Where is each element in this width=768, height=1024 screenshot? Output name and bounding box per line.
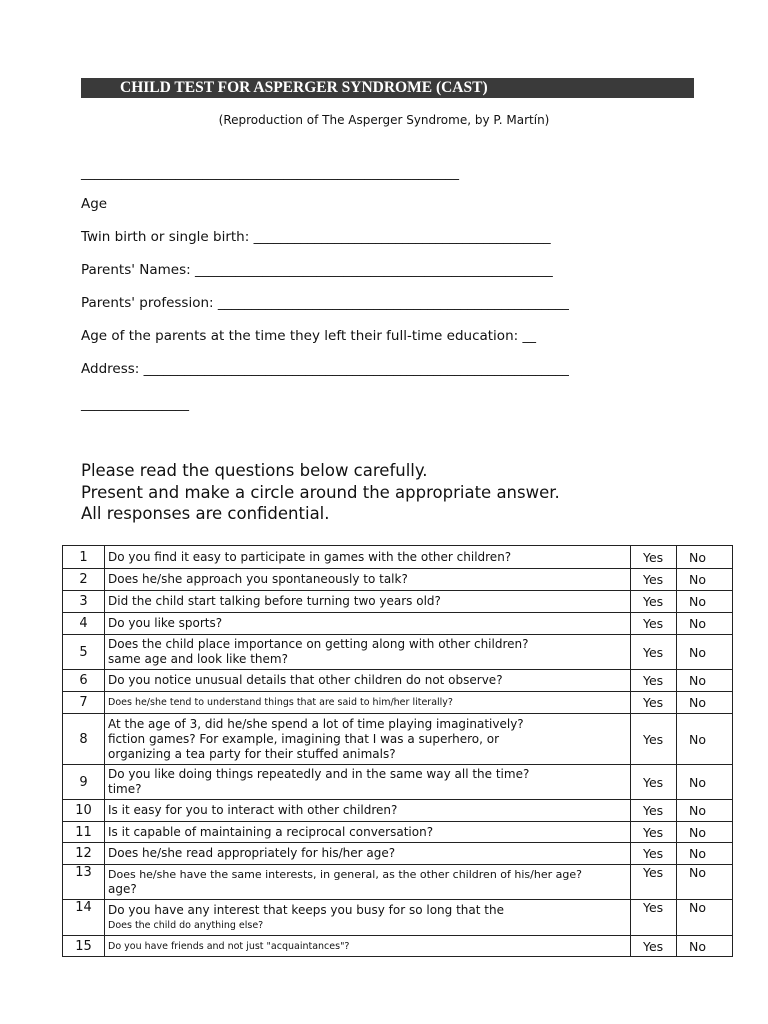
question-row bbox=[63, 936, 733, 957]
question-text: Does the child place importance on getting along with other children? same age and look like them? bbox=[105, 635, 631, 670]
yes-option[interactable]: Yes bbox=[631, 714, 677, 765]
yes-option[interactable]: Yes bbox=[631, 865, 677, 900]
question-row bbox=[63, 800, 733, 822]
no-option[interactable]: No bbox=[677, 900, 733, 936]
question-row bbox=[63, 692, 733, 714]
question-text: Do you like sports? bbox=[105, 613, 631, 635]
no-option[interactable]: No bbox=[677, 714, 733, 765]
question-row bbox=[63, 546, 733, 569]
question-text: Do you have friends and not just "acquaintances"? bbox=[105, 936, 631, 957]
question-row bbox=[63, 569, 733, 591]
parents-education-age-field[interactable]: Age of the parents at the time they left their full-time education: __ bbox=[81, 328, 536, 344]
question-row bbox=[63, 765, 733, 800]
no-option[interactable]: No bbox=[677, 635, 733, 670]
question-row bbox=[63, 865, 733, 900]
question-number: 9 bbox=[63, 765, 105, 800]
question-number: 5 bbox=[63, 635, 105, 670]
instruction-line: Present and make a circle around the appropriate answer. bbox=[81, 482, 560, 502]
question-text: Does he/she read appropriately for his/her age? bbox=[105, 843, 631, 865]
question-text: Is it capable of maintaining a reciprocal conversation? bbox=[105, 822, 631, 843]
question-text: Is it easy for you to interact with other children? bbox=[105, 800, 631, 822]
question-number: 4 bbox=[63, 613, 105, 635]
yes-option[interactable]: Yes bbox=[631, 900, 677, 936]
yes-option[interactable]: Yes bbox=[631, 822, 677, 843]
question-row bbox=[63, 670, 733, 692]
question-row bbox=[63, 613, 733, 635]
no-option[interactable]: No bbox=[677, 765, 733, 800]
question-number: 7 bbox=[63, 692, 105, 714]
question-text: Did the child start talking before turning two years old? bbox=[105, 591, 631, 613]
yes-option[interactable]: Yes bbox=[631, 613, 677, 635]
address-continuation-field[interactable]: ________________ bbox=[81, 396, 189, 412]
question-number: 10 bbox=[63, 800, 105, 822]
instruction-line: Please read the questions below carefully. bbox=[81, 461, 428, 480]
question-text: At the age of 3, did he/she spend a lot of time playing imaginatively? fiction games? For example, imagining that I was a superhero, or organizing a tea party for their stuffed animals? bbox=[105, 714, 631, 765]
yes-option[interactable]: Yes bbox=[631, 635, 677, 670]
yes-option[interactable]: Yes bbox=[631, 843, 677, 865]
question-text: Does he/she have the same interests, in general, as the other children of his/her age? age? bbox=[105, 865, 631, 900]
yes-option[interactable]: Yes bbox=[631, 692, 677, 714]
parents-names-field[interactable]: Parents' Names: _____________________________________________________ bbox=[81, 262, 553, 278]
question-text: Do you find it easy to participate in games with the other children? bbox=[105, 546, 631, 569]
no-option[interactable]: No bbox=[677, 569, 733, 591]
no-option[interactable]: No bbox=[677, 800, 733, 822]
question-text: Does he/she tend to understand things that are said to him/her literally? bbox=[105, 692, 631, 714]
question-text: Do you have any interest that keeps you busy for so long that the Does the child do anything else? bbox=[105, 900, 631, 936]
question-number: 8 bbox=[63, 714, 105, 765]
twin-birth-field[interactable]: Twin birth or single birth: ____________________________________________ bbox=[81, 229, 551, 245]
question-row bbox=[63, 635, 733, 670]
form-subtitle: (Reproduction of The Asperger Syndrome, by P. Martín) bbox=[218, 113, 550, 127]
no-option[interactable]: No bbox=[677, 865, 733, 900]
yes-option[interactable]: Yes bbox=[631, 800, 677, 822]
questions-table bbox=[62, 545, 733, 957]
yes-option[interactable]: Yes bbox=[631, 936, 677, 957]
question-row bbox=[63, 714, 733, 765]
question-number: 6 bbox=[63, 670, 105, 692]
name-line[interactable]: ________________________________________________________ bbox=[81, 165, 459, 181]
no-option[interactable]: No bbox=[677, 692, 733, 714]
yes-option[interactable]: Yes bbox=[631, 765, 677, 800]
question-number: 11 bbox=[63, 822, 105, 843]
question-number: 14 bbox=[63, 900, 105, 936]
question-text: Do you notice unusual details that other children do not observe? bbox=[105, 670, 631, 692]
question-row bbox=[63, 843, 733, 865]
no-option[interactable]: No bbox=[677, 822, 733, 843]
question-text: Do you like doing things repeatedly and in the same way all the time? time? bbox=[105, 765, 631, 800]
no-option[interactable]: No bbox=[677, 546, 733, 569]
question-number: 3 bbox=[63, 591, 105, 613]
instruction-line: All responses are confidential. bbox=[81, 504, 330, 523]
question-number: 13 bbox=[63, 865, 105, 900]
instructions bbox=[81, 460, 560, 525]
question-row bbox=[63, 900, 733, 936]
yes-option[interactable]: Yes bbox=[631, 591, 677, 613]
question-text: Does he/she approach you spontaneously to talk? bbox=[105, 569, 631, 591]
yes-option[interactable]: Yes bbox=[631, 546, 677, 569]
question-number: 15 bbox=[63, 936, 105, 957]
question-row bbox=[63, 822, 733, 843]
parents-profession-field[interactable]: Parents' profession: ____________________________________________________ bbox=[81, 295, 569, 311]
question-number: 2 bbox=[63, 569, 105, 591]
question-number: 1 bbox=[63, 546, 105, 569]
no-option[interactable]: No bbox=[677, 936, 733, 957]
yes-option[interactable]: Yes bbox=[631, 670, 677, 692]
question-number: 12 bbox=[63, 843, 105, 865]
no-option[interactable]: No bbox=[677, 670, 733, 692]
form-title: CHILD TEST FOR ASPERGER SYNDROME (CAST) bbox=[81, 78, 694, 98]
yes-option[interactable]: Yes bbox=[631, 569, 677, 591]
age-field[interactable]: Age bbox=[81, 196, 108, 212]
question-row bbox=[63, 591, 733, 613]
no-option[interactable]: No bbox=[677, 613, 733, 635]
no-option[interactable]: No bbox=[677, 591, 733, 613]
no-option[interactable]: No bbox=[677, 843, 733, 865]
address-field[interactable]: Address: _______________________________________________________________ bbox=[81, 361, 569, 377]
